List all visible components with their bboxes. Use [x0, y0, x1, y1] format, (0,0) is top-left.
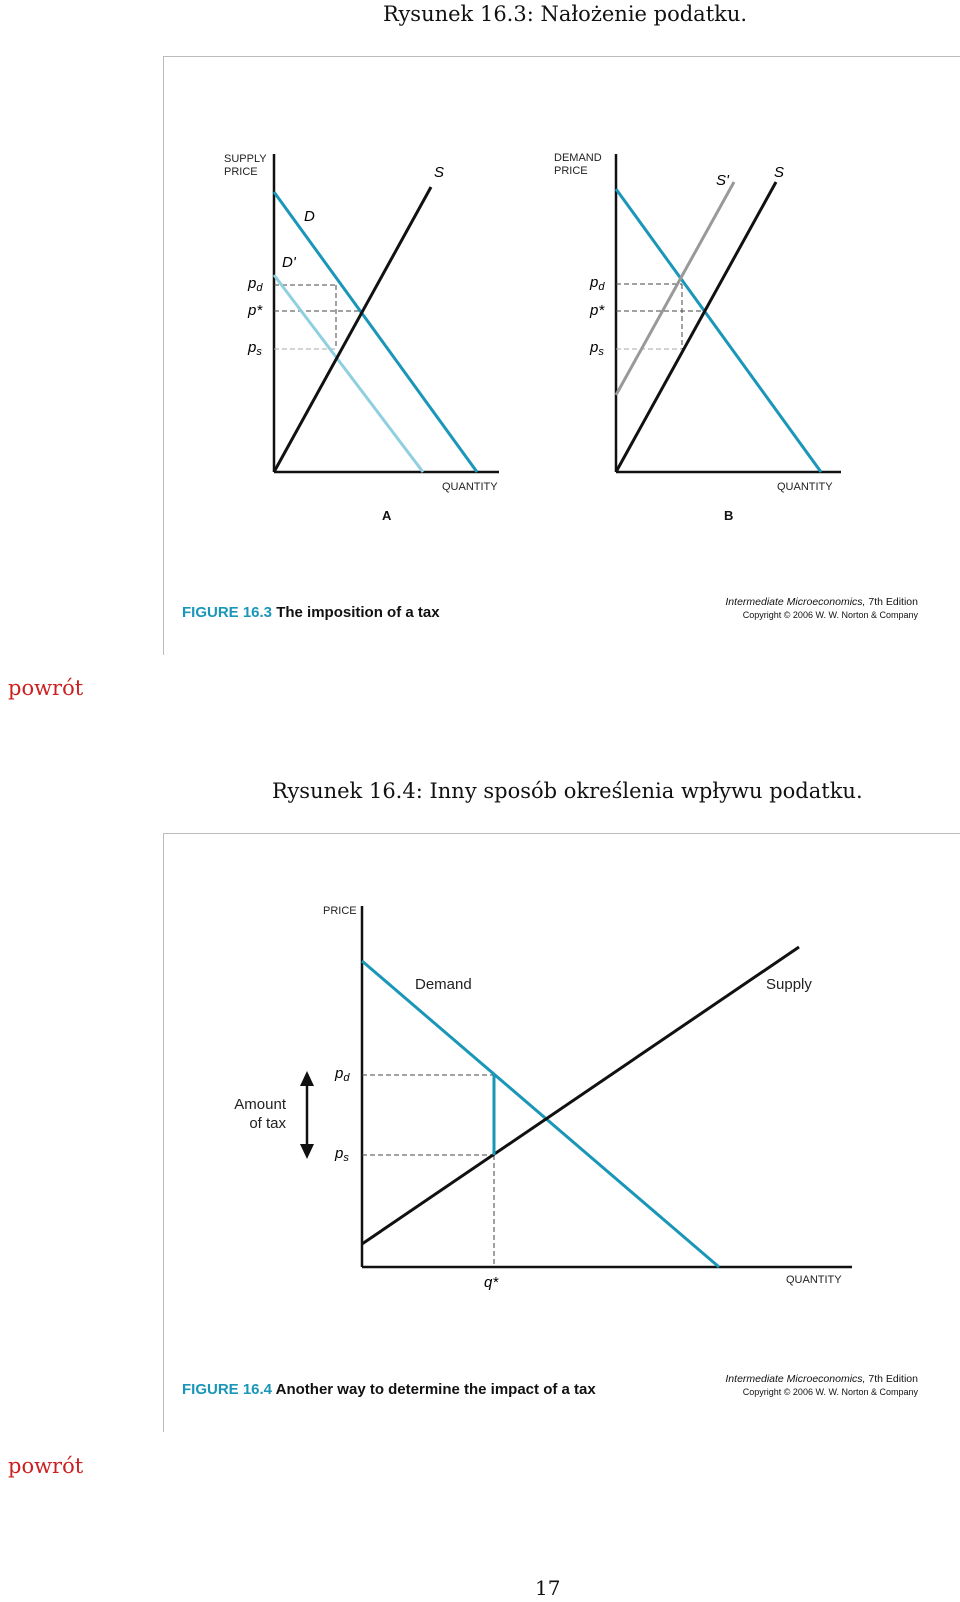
panel-a-demand-shifted-curve — [274, 275, 423, 472]
figure-16-3 — [163, 56, 960, 655]
panel-a-pstar-label: p* — [248, 302, 263, 319]
panel-b-pd-label: $p_d$ — [590, 274, 605, 293]
figure-16-3-footer: FIGURE 16.3 The imposition of a tax — [182, 604, 440, 621]
fig4-y-axis-label: PRICE — [323, 905, 357, 917]
panel-b-y-label-2: PRICE — [554, 165, 588, 177]
panel-a-y-label-2: PRICE — [224, 166, 258, 178]
figure-16-4 — [163, 833, 960, 1432]
panel-a-ps-label: $p_s$ — [248, 339, 262, 358]
panel-b-supply-shifted-label: S' — [716, 172, 729, 189]
fig4-tax-label-1: Amount — [234, 1096, 286, 1113]
panel-b-demand-curve — [616, 189, 821, 472]
page-number: 17 — [535, 1576, 561, 1600]
panel-a-demand-curve — [274, 192, 477, 472]
fig4-supply-label: Supply — [766, 976, 812, 993]
double-arrow-icon — [300, 1071, 314, 1159]
panel-a-demand-shifted-label: D' — [282, 254, 296, 271]
figure-16-3-graphic — [164, 57, 960, 655]
panel-a-demand-label: D — [304, 208, 315, 225]
fig4-demand-curve — [362, 961, 719, 1267]
figure-caption-16-3: Rysunek 16.3: Nałożenie podatku. — [383, 2, 748, 26]
back-link-16-3[interactable]: powrót — [8, 676, 84, 700]
panel-a-pd-label: $p_d$ — [248, 275, 263, 294]
figure-16-4-credit-1: Intermediate Microeconomics, 7th Edition — [725, 1373, 918, 1385]
panel-b — [554, 152, 841, 523]
panel-b-ps-label: $p_s$ — [590, 339, 604, 358]
fig4-x-axis-label: QUANTITY — [786, 1274, 842, 1286]
panel-b-label: B — [724, 508, 734, 523]
fig4-qstar-label: q* — [484, 1274, 499, 1291]
panel-b-supply-label: S — [774, 164, 785, 181]
panel-a-supply-label: S — [434, 164, 445, 181]
fig4-tax-label-2: of tax — [249, 1115, 286, 1132]
figure-16-3-credit-1: Intermediate Microeconomics, 7th Edition — [725, 596, 918, 608]
panel-a-x-label: QUANTITY — [442, 481, 498, 493]
figure-caption-16-4: Rysunek 16.4: Inny sposób określenia wpływu podatku. — [272, 779, 863, 803]
figure-16-4-footer: FIGURE 16.4 Another way to determine the impact of a tax — [182, 1381, 596, 1398]
panel-b-x-label: QUANTITY — [777, 481, 833, 493]
panel-a — [224, 153, 499, 523]
figure-16-3-credit-2: Copyright © 2006 W. W. Norton & Company — [742, 610, 918, 620]
fig4-ps-label: $p_s$ — [335, 1145, 349, 1164]
panel-b-pstar-label: p* — [590, 302, 605, 319]
panel-a-supply-curve — [274, 187, 431, 472]
panel-b-supply-curve — [616, 182, 776, 472]
back-link-16-4[interactable]: powrót — [8, 1454, 84, 1478]
figure-16-4-credit-2: Copyright © 2006 W. W. Norton & Company — [742, 1387, 918, 1397]
fig4-demand-label: Demand — [415, 976, 472, 993]
panel-a-label: A — [382, 508, 392, 523]
panel-b-y-label-1: DEMAND — [554, 152, 602, 164]
fig4-pd-label: $p_d$ — [335, 1065, 350, 1084]
panel-a-y-label-1: SUPPLY — [224, 153, 267, 165]
figure-16-4-graphic — [164, 834, 960, 1432]
